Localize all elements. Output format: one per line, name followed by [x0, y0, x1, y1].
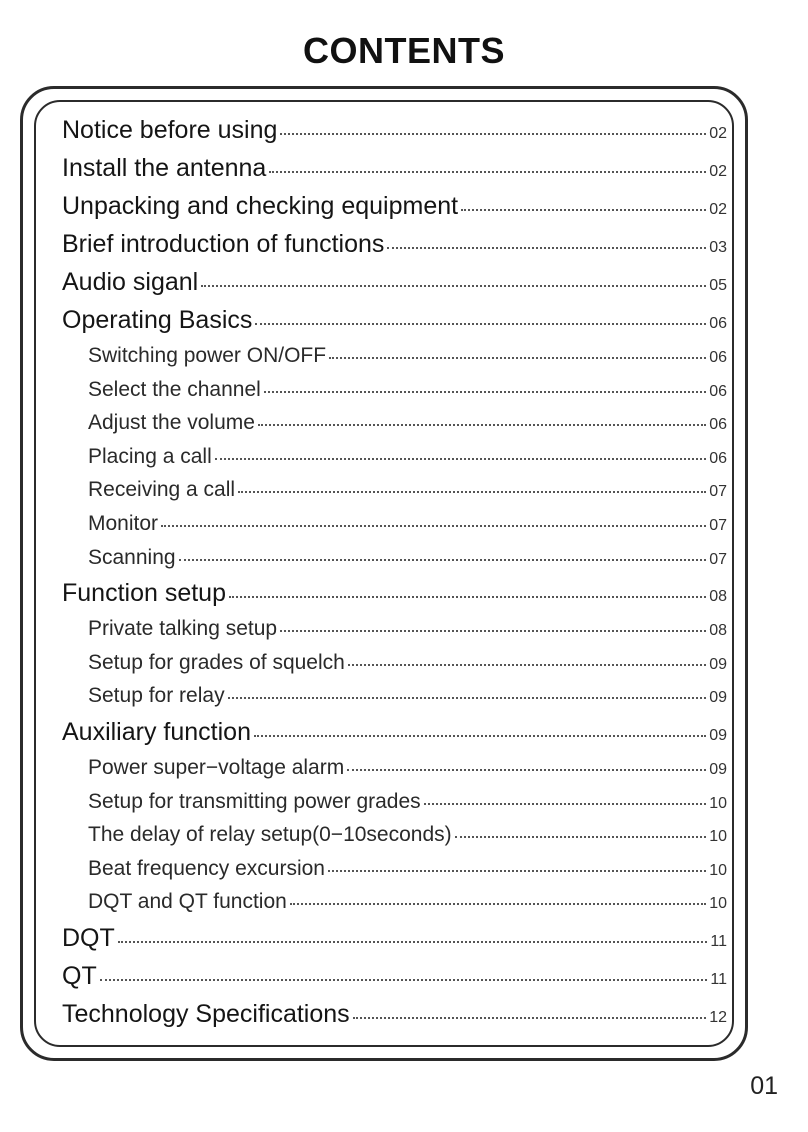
toc-entry-title: Function setup [62, 579, 226, 608]
toc-entry-title: Power super−voltage alarm [88, 755, 345, 779]
toc-subentry[interactable] [62, 546, 727, 580]
dot-leader [118, 940, 708, 943]
toc-subentry[interactable] [62, 378, 727, 412]
dot-leader [161, 524, 706, 527]
toc-entry-title: Adjust the volume [88, 411, 255, 435]
dot-leader [348, 663, 706, 666]
toc-entry-page: 02 [709, 125, 727, 142]
toc-entry-title: Setup for grades of squelch [88, 650, 345, 674]
dot-leader [258, 423, 706, 426]
dot-leader [228, 696, 707, 699]
toc-subentry[interactable] [62, 512, 727, 546]
dot-leader [179, 558, 707, 561]
table-of-contents [62, 114, 727, 1038]
dot-leader [269, 170, 706, 173]
dot-leader [280, 629, 706, 632]
toc-entry-page: 05 [709, 277, 727, 294]
dot-leader [290, 902, 706, 905]
toc-entry[interactable] [62, 962, 727, 1000]
toc-entry-page: 02 [709, 163, 727, 180]
toc-entry-title: Audio siganl [62, 268, 199, 296]
toc-entry[interactable] [62, 192, 727, 230]
toc-entry-title: Notice before using [62, 116, 278, 144]
toc-subentry[interactable] [62, 445, 727, 479]
toc-entry-page: 10 [709, 895, 727, 913]
toc-entry-page: 03 [709, 239, 727, 256]
dot-leader [255, 322, 706, 325]
toc-entry[interactable] [62, 579, 727, 617]
toc-subentry[interactable] [62, 790, 727, 824]
toc-entry-page: 06 [709, 416, 727, 434]
toc-entry-title: Switching power ON/OFF [88, 344, 327, 367]
toc-entry-page: 12 [709, 1008, 727, 1026]
toc-entry-title: DQT and QT function [88, 890, 287, 914]
toc-entry-page: 11 [710, 970, 727, 988]
toc-entry[interactable] [62, 306, 727, 344]
dot-leader [329, 356, 706, 359]
toc-entry-title: Scanning [88, 545, 176, 569]
toc-entry-page: 07 [709, 550, 727, 568]
dot-leader [347, 768, 706, 771]
toc-entry-title: Technology Specifications [62, 999, 350, 1028]
toc-entry-page: 08 [709, 622, 727, 640]
toc-entry-page: 10 [709, 828, 727, 846]
dot-leader [353, 1016, 707, 1019]
toc-entry-page: 06 [709, 349, 727, 366]
dot-leader [455, 835, 707, 838]
toc-entry-page: 02 [709, 201, 727, 218]
toc-entry-page: 06 [709, 449, 727, 467]
dot-leader [461, 208, 706, 211]
toc-entry[interactable] [62, 268, 727, 306]
toc-entry[interactable] [62, 116, 727, 154]
dot-leader [201, 284, 706, 287]
toc-entry-title: Operating Basics [62, 306, 253, 334]
dot-leader [254, 734, 706, 737]
contents-title: CONTENTS [303, 30, 505, 71]
toc-subentry[interactable] [62, 756, 727, 790]
toc-entry-page: 07 [709, 483, 727, 501]
toc-entry-page: 11 [710, 932, 727, 950]
toc-entry-page: 10 [709, 861, 727, 879]
dot-leader [238, 490, 706, 493]
dot-leader [100, 978, 708, 981]
toc-subentry[interactable] [62, 890, 727, 924]
toc-entry-title: Monitor [88, 511, 159, 535]
toc-entry-page: 09 [709, 689, 727, 707]
toc-subentry[interactable] [62, 478, 727, 512]
toc-entry-title: Setup for relay [88, 684, 225, 708]
toc-entry-page: 09 [709, 726, 727, 744]
toc-entry-title: Placing a call [88, 444, 212, 468]
toc-entry-title: DQT [62, 923, 115, 952]
toc-entry[interactable] [62, 1000, 727, 1038]
toc-subentry[interactable] [62, 411, 727, 445]
toc-entry-title: Brief introduction of functions [62, 230, 385, 258]
toc-entry-page: 10 [709, 794, 727, 812]
toc-entry[interactable] [62, 718, 727, 756]
toc-entry-page: 07 [709, 516, 727, 534]
toc-entry[interactable] [62, 230, 727, 268]
toc-entry-title: The delay of relay setup(0−10seconds) [88, 823, 452, 847]
toc-entry-page: 06 [709, 382, 727, 400]
page-number: 01 [750, 1072, 778, 1100]
dot-leader [264, 390, 706, 393]
toc-subentry[interactable] [62, 857, 727, 891]
toc-entry-title: Setup for transmitting power grades [88, 789, 421, 813]
toc-entry-title: Install the antenna [62, 154, 267, 182]
toc-subentry[interactable] [62, 823, 727, 857]
dot-leader [229, 595, 706, 598]
toc-entry-page: 08 [709, 588, 727, 606]
toc-subentry[interactable] [62, 684, 727, 718]
toc-entry-page: 09 [709, 760, 727, 778]
toc-entry-title: Private talking setup [88, 617, 278, 641]
toc-entry[interactable] [62, 154, 727, 192]
toc-entry[interactable] [62, 924, 727, 962]
toc-entry-title: QT [62, 961, 97, 990]
dot-leader [215, 457, 706, 460]
toc-entry-page: 09 [709, 655, 727, 673]
dot-leader [424, 802, 707, 805]
toc-entry-title: Beat frequency excursion [88, 856, 325, 880]
toc-entry-page: 06 [709, 315, 727, 332]
dot-leader [280, 132, 706, 135]
toc-entry-title: Auxiliary function [62, 717, 251, 746]
toc-subentry[interactable] [62, 651, 727, 685]
dot-leader [328, 869, 706, 872]
toc-subentry[interactable] [62, 344, 727, 378]
toc-entry-title: Select the channel [88, 377, 261, 401]
toc-entry-title: Receiving a call [88, 478, 236, 502]
dot-leader [387, 246, 706, 249]
toc-entry-title: Unpacking and checking equipment [62, 192, 459, 220]
toc-subentry[interactable] [62, 617, 727, 651]
